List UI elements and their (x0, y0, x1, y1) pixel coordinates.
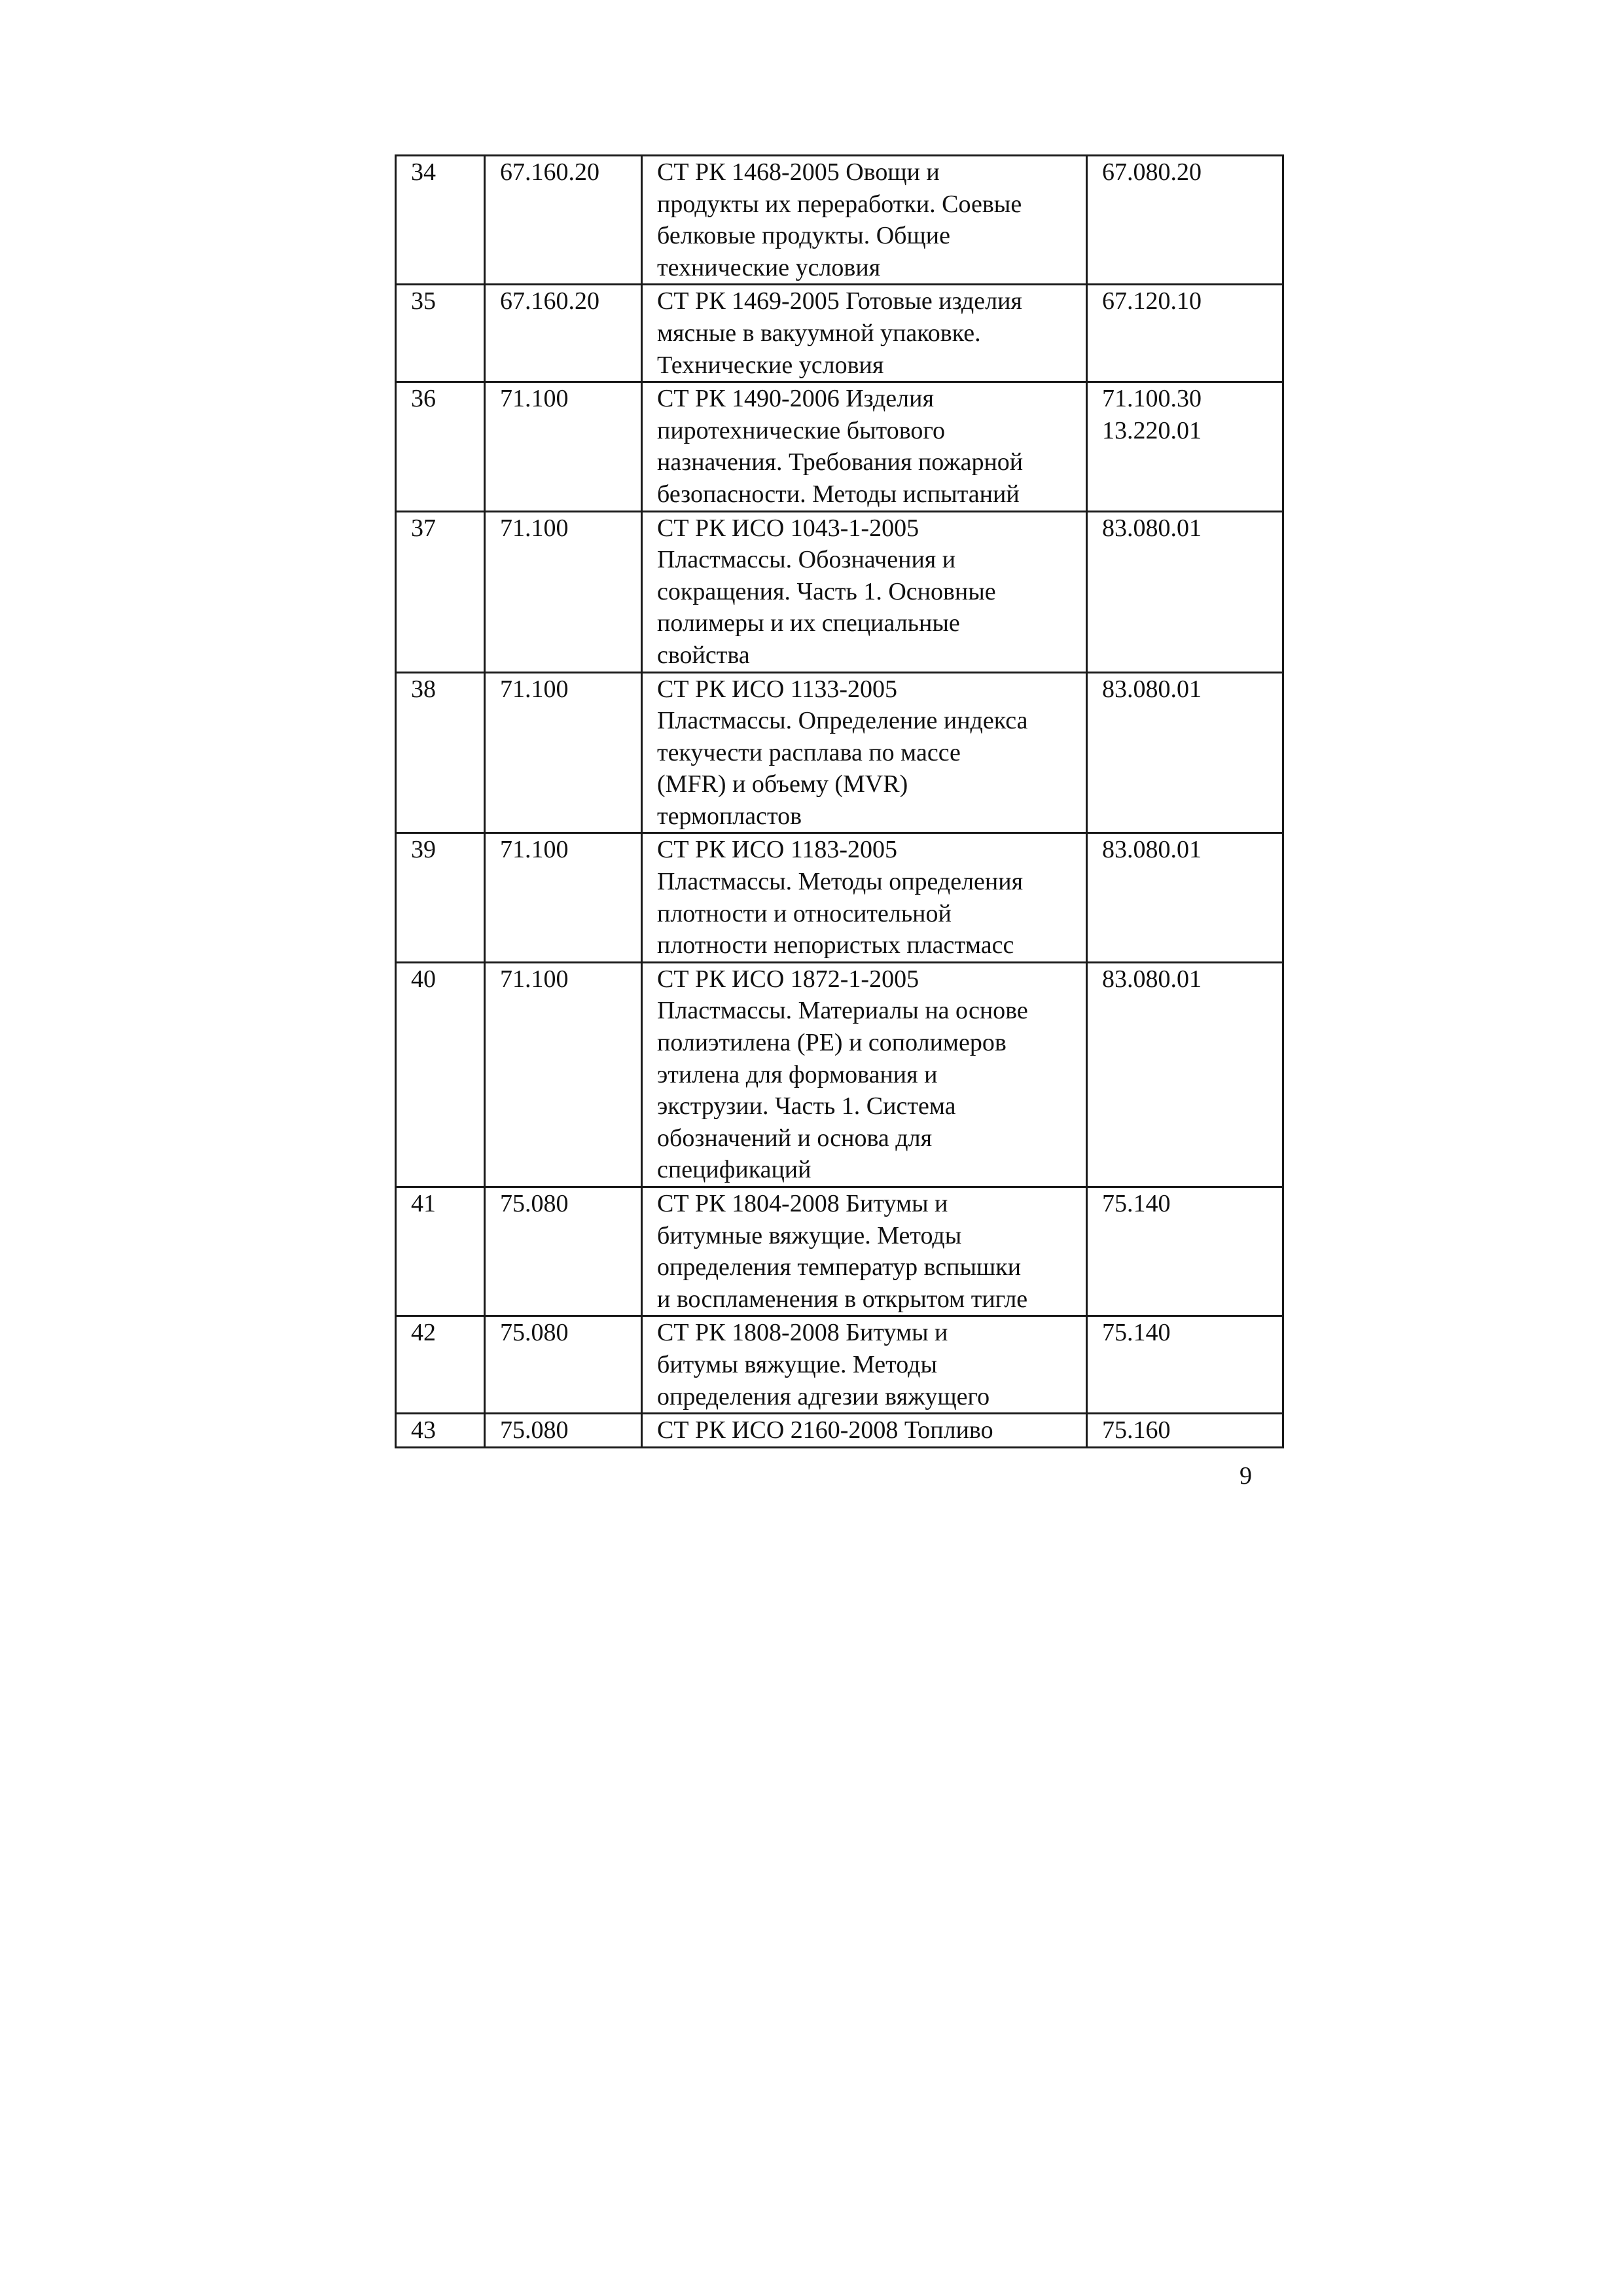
new-code-line: 83.080.01 (1102, 965, 1202, 993)
table-row (396, 962, 1283, 1187)
row-number-cell: 35 (396, 285, 485, 382)
row-number-cell: 40 (396, 962, 485, 1187)
description-line: обозначений и основа для (657, 1124, 933, 1152)
classification-code-cell: 71.100 (485, 672, 642, 833)
table-row (396, 833, 1283, 962)
new-code-cell (1087, 511, 1283, 672)
row-number-cell: 41 (396, 1187, 485, 1316)
new-code-cell (1087, 382, 1283, 511)
row-number-cell: 42 (396, 1316, 485, 1414)
row-number-cell: 36 (396, 382, 485, 511)
standard-description-cell (642, 1414, 1087, 1448)
table-row (396, 1316, 1283, 1414)
new-code-cell (1087, 962, 1283, 1187)
row-number-cell: 37 (396, 511, 485, 672)
classification-code-cell: 71.100 (485, 382, 642, 511)
new-code-line: 83.080.01 (1102, 675, 1202, 703)
description-line: СТ РК 1469-2005 Готовые изделия (657, 287, 1022, 315)
description-line: СТ РК ИСО 1043-1-2005 (657, 514, 919, 542)
row-number-cell: 38 (396, 672, 485, 833)
new-code-line: 83.080.01 (1102, 514, 1202, 542)
description-line: термопластов (657, 802, 802, 830)
description-line: СТ РК 1808-2008 Битумы и (657, 1319, 948, 1347)
description-line: экструзии. Часть 1. Система (657, 1092, 956, 1121)
description-line: Пластмассы. Методы определения (657, 868, 1024, 896)
description-line: СТ РК 1490-2006 Изделия (657, 385, 934, 413)
classification-code-cell: 71.100 (485, 833, 642, 962)
new-code-line: 75.140 (1102, 1190, 1171, 1217)
classification-code-cell: 71.100 (485, 511, 642, 672)
classification-code-cell: 67.160.20 (485, 285, 642, 382)
description-line: Пластмассы. Определение индекса (657, 707, 1028, 735)
new-code-cell (1087, 833, 1283, 962)
description-line: СТ РК 1804-2008 Битумы и (657, 1190, 948, 1217)
description-line: битумные вяжущие. Методы (657, 1221, 962, 1249)
description-line: технические условия (657, 253, 881, 281)
new-code-line: 67.080.20 (1102, 158, 1202, 186)
table-row (396, 382, 1283, 511)
description-line: сокращения. Часть 1. Основные (657, 577, 996, 605)
table-row (396, 156, 1283, 285)
row-number-cell: 39 (396, 833, 485, 962)
standard-description-cell (642, 382, 1087, 511)
description-line: СТ РК ИСО 1133-2005 (657, 675, 898, 703)
description-line: полиэтилена (PE) и сополимеров (657, 1029, 1007, 1057)
new-code-cell (1087, 1187, 1283, 1316)
new-code-line: 67.120.10 (1102, 287, 1202, 315)
description-line: Технические условия (657, 351, 884, 379)
new-code-line: 75.140 (1102, 1319, 1171, 1347)
description-line: продукты их переработки. Соевые (657, 190, 1022, 218)
table-row (396, 1414, 1283, 1448)
classification-code-cell: 67.160.20 (485, 156, 642, 285)
description-line: битумы вяжущие. Методы (657, 1350, 938, 1378)
description-line: плотности непористых пластмасс (657, 931, 1014, 960)
standard-description-cell (642, 285, 1087, 382)
description-line: СТ РК ИСО 1872-1-2005 (657, 965, 919, 993)
standard-description-cell (642, 672, 1087, 833)
table-row (396, 285, 1283, 382)
description-line: СТ РК ИСО 1183-2005 (657, 836, 898, 864)
description-line: плотности и относительной (657, 899, 952, 927)
new-code-line: 75.160 (1102, 1416, 1171, 1444)
description-line: этилена для формования и (657, 1060, 938, 1088)
description-line: пиротехнические бытового (657, 416, 946, 444)
new-code-line: 71.100.30 (1102, 385, 1202, 413)
new-code-cell (1087, 1316, 1283, 1414)
standard-description-cell (642, 1316, 1087, 1414)
description-line: безопасности. Методы испытаний (657, 480, 1020, 508)
standard-description-cell (642, 1187, 1087, 1316)
standard-description-cell (642, 511, 1087, 672)
table-body (396, 156, 1283, 1448)
description-line: определения температур вспышки (657, 1253, 1022, 1282)
new-code-cell (1087, 1414, 1283, 1448)
description-line: и воспламенения в открытом тигле (657, 1285, 1028, 1313)
description-line: текучести расплава по массе (657, 738, 961, 766)
description-line: спецификаций (657, 1156, 812, 1184)
new-code-cell (1087, 672, 1283, 833)
standard-description-cell (642, 962, 1087, 1187)
description-line: Пластмассы. Обозначения и (657, 546, 956, 574)
description-line: полимеры и их специальные (657, 609, 960, 637)
row-number-cell: 43 (396, 1414, 485, 1448)
table-row (396, 672, 1283, 833)
standard-description-cell (642, 156, 1087, 285)
classification-code-cell: 75.080 (485, 1187, 642, 1316)
classification-code-cell: 75.080 (485, 1414, 642, 1448)
new-code-cell (1087, 285, 1283, 382)
description-line: определения адгезии вяжущего (657, 1382, 990, 1410)
description-line: СТ РК ИСО 2160-2008 Топливо (657, 1416, 993, 1444)
new-code-line: 83.080.01 (1102, 836, 1202, 864)
table-row (396, 511, 1283, 672)
standard-description-cell (642, 833, 1087, 962)
description-line: свойства (657, 641, 750, 669)
description-line: (MFR) и объему (MVR) (657, 770, 908, 798)
description-line: назначения. Требования пожарной (657, 448, 1024, 476)
description-line: СТ РК 1468-2005 Овощи и (657, 158, 940, 186)
page-number: 9 (1240, 1462, 1252, 1490)
description-line: Пластмассы. Материалы на основе (657, 997, 1028, 1025)
new-code-cell (1087, 156, 1283, 285)
standards-table (395, 154, 1284, 1448)
description-line: белковые продукты. Общие (657, 222, 950, 250)
classification-code-cell: 75.080 (485, 1316, 642, 1414)
description-line: мясные в вакуумной упаковке. (657, 319, 981, 347)
row-number-cell: 34 (396, 156, 485, 285)
classification-code-cell: 71.100 (485, 962, 642, 1187)
table-row (396, 1187, 1283, 1316)
new-code-line: 13.220.01 (1102, 416, 1202, 444)
